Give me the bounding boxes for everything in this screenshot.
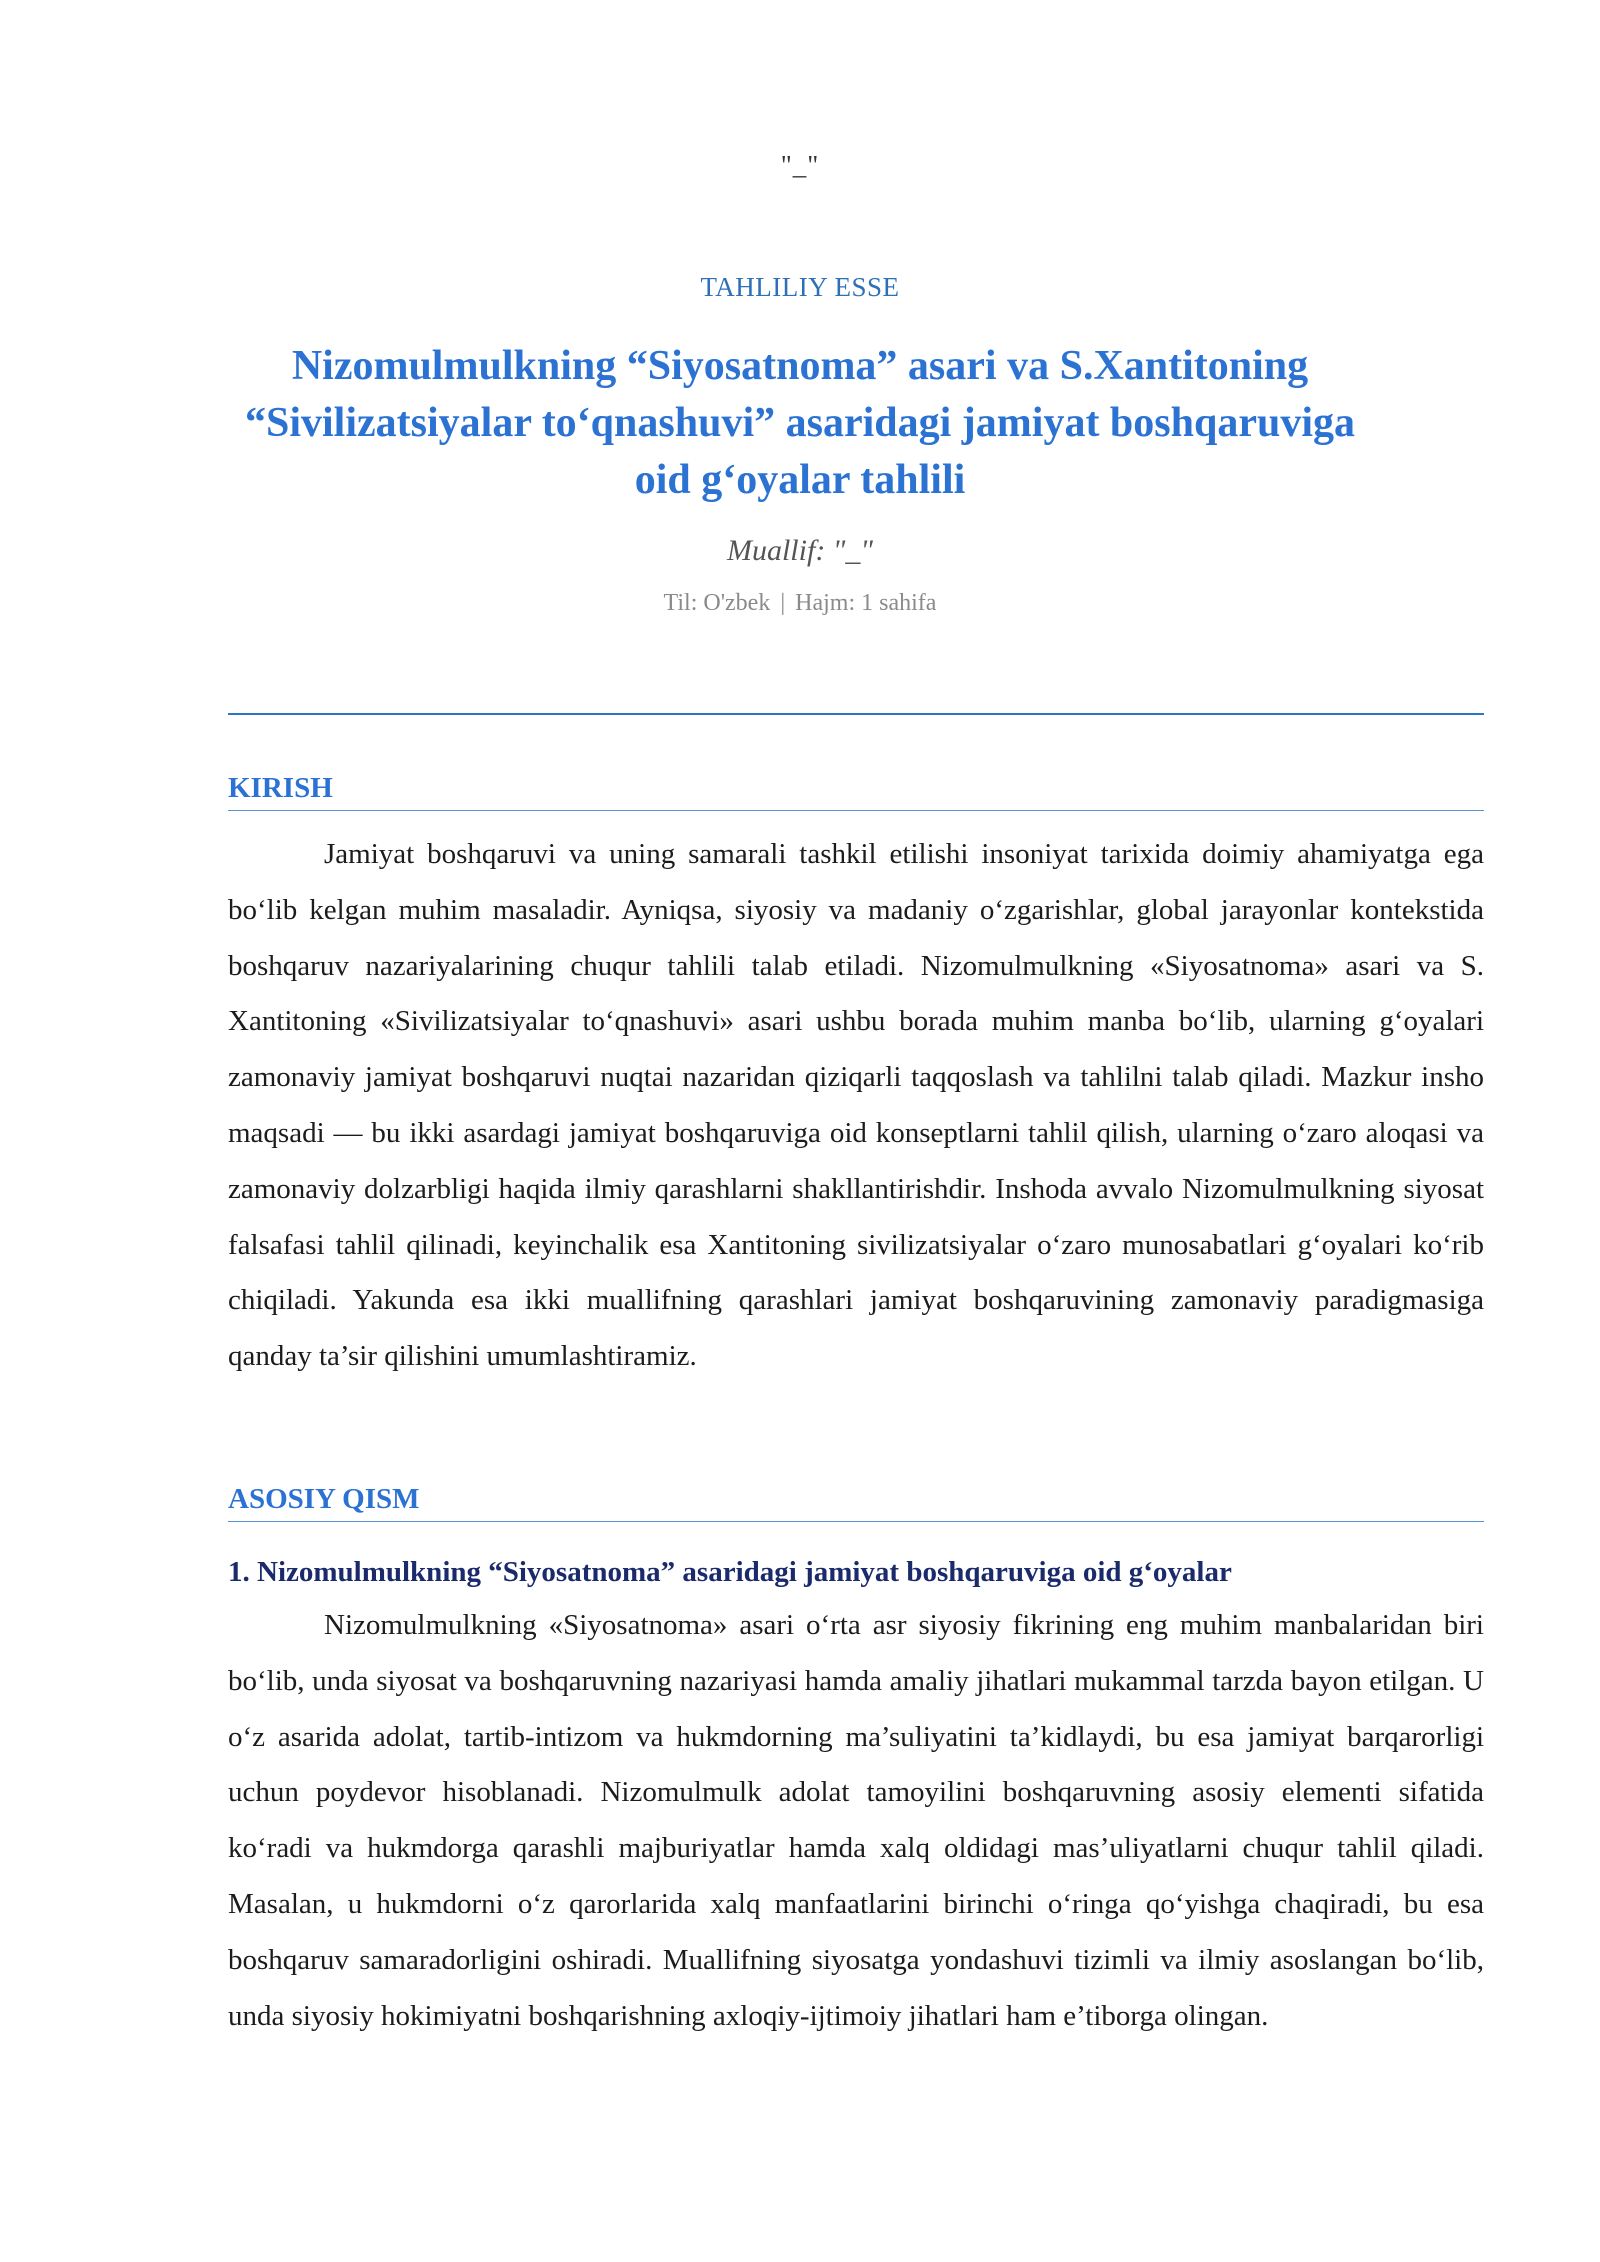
meta-language: Til: O'zbek — [663, 590, 771, 616]
title-divider — [228, 713, 1484, 715]
top-placeholder-mark: "_" — [780, 150, 820, 180]
section-heading-intro: KIRISH — [228, 770, 1484, 811]
subsection-heading-1: 1. Nizomulmulkning “Siyosatnoma” asaridagi jamiyat boshqaruviga oid g‘oyalar — [228, 1556, 1232, 1588]
main-paragraph-1: Nizomulmulkning «Siyosatnoma» asari o‘rta asr siyosiy fikrining eng muhim manbalaridan biri bo‘lib, unda siyosat va boshqaruvning nazariyasi hamda amaliy jihatlari mukammal tarzda bayon etilgan. U o‘z asarida adolat, tartib-intizom va hukmdorning ma’suliyatini ta’kidlaydi, bu esa jamiyat barqarorligi uchun poydevor hisoblanadi. Nizomulmulk adolat tamoyilini boshqaruvning asosiy elementi sifatida ko‘radi va hukmdorga qarashli majburiyatlar hamda xalq oldidagi mas’uliyatlarni chuqur tahlil qiladi. Masalan, u hukmdorni o‘z qarorlarida xalq manfaatlarini birinchi o‘ringa qo‘yishga chaqiradi, bu esa boshqaruv samaradorligini oshiradi. Muallifning siyosatga yondashuvi tizimli va ilmiy asoslangan bo‘lib, unda siyosiy hokimiyatni boshqarishning axloqiy-ijtimoiy jihatlari ham e’tiborga olingan. — [228, 1609, 1484, 2032]
document-meta — [0, 590, 1600, 617]
document-type-label: TAHLILIY ESSE — [700, 272, 900, 302]
intro-paragraph: Jamiyat boshqaruvi va uning samarali tashkil etilishi insoniyat tarixida doimiy ahamiyatga ega bo‘lib kelgan muhim masaladir. Ayniqsa, siyosiy va madaniy o‘zgarishlar, global jarayonlar kontekstida boshqaruv nazariyalarining chuqur tahlili talab etiladi. Nizomulmulkning «Siyosatnoma» asari va S. Xantitoning «Sivilizatsiyalar to‘qnashuvi» asari ushbu borada muhim manba bo‘lib, ularning g‘oyalari zamonaviy jamiyat boshqaruvi nuqtai nazaridan qiziqarli taqqoslash va tahlilni talab qiladi. Mazkur insho maqsadi — bu ikki asardagi jamiyat boshqaruviga oid konseptlarni tahlil qilish, ularning o‘zaro aloqasi va zamonaviy dolzarbligi haqida ilmiy qarashlarni shakllantirishdir. Inshoda avvalo Nizomulmulkning siyosat falsafasi tahlil qilinadi, keyinchalik esa Xantitoning sivilizatsiyalar o‘zaro munosabatlari g‘oyalari ko‘rib chiqiladi. Yakunda esa ikki muallifning qarashlari jamiyat boshqaruvining zamonaviy paradigmasiga qanday ta’sir qilishini umumlashtiramiz. — [228, 838, 1484, 1373]
meta-separator: | — [780, 590, 786, 616]
author-line: Muallif: "_" — [726, 534, 873, 567]
meta-volume: Hajm: 1 sahifa — [795, 590, 937, 616]
document-title: Nizomulmulkning “Siyosatnoma” asari va S.Xantitoning “Sivilizatsiyalar to‘qnashuvi” asaridagi jamiyat boshqaruviga oid g‘oyalar tahlili — [244, 343, 1356, 503]
section-heading-main: ASOSIY QISM — [228, 1481, 1484, 1522]
